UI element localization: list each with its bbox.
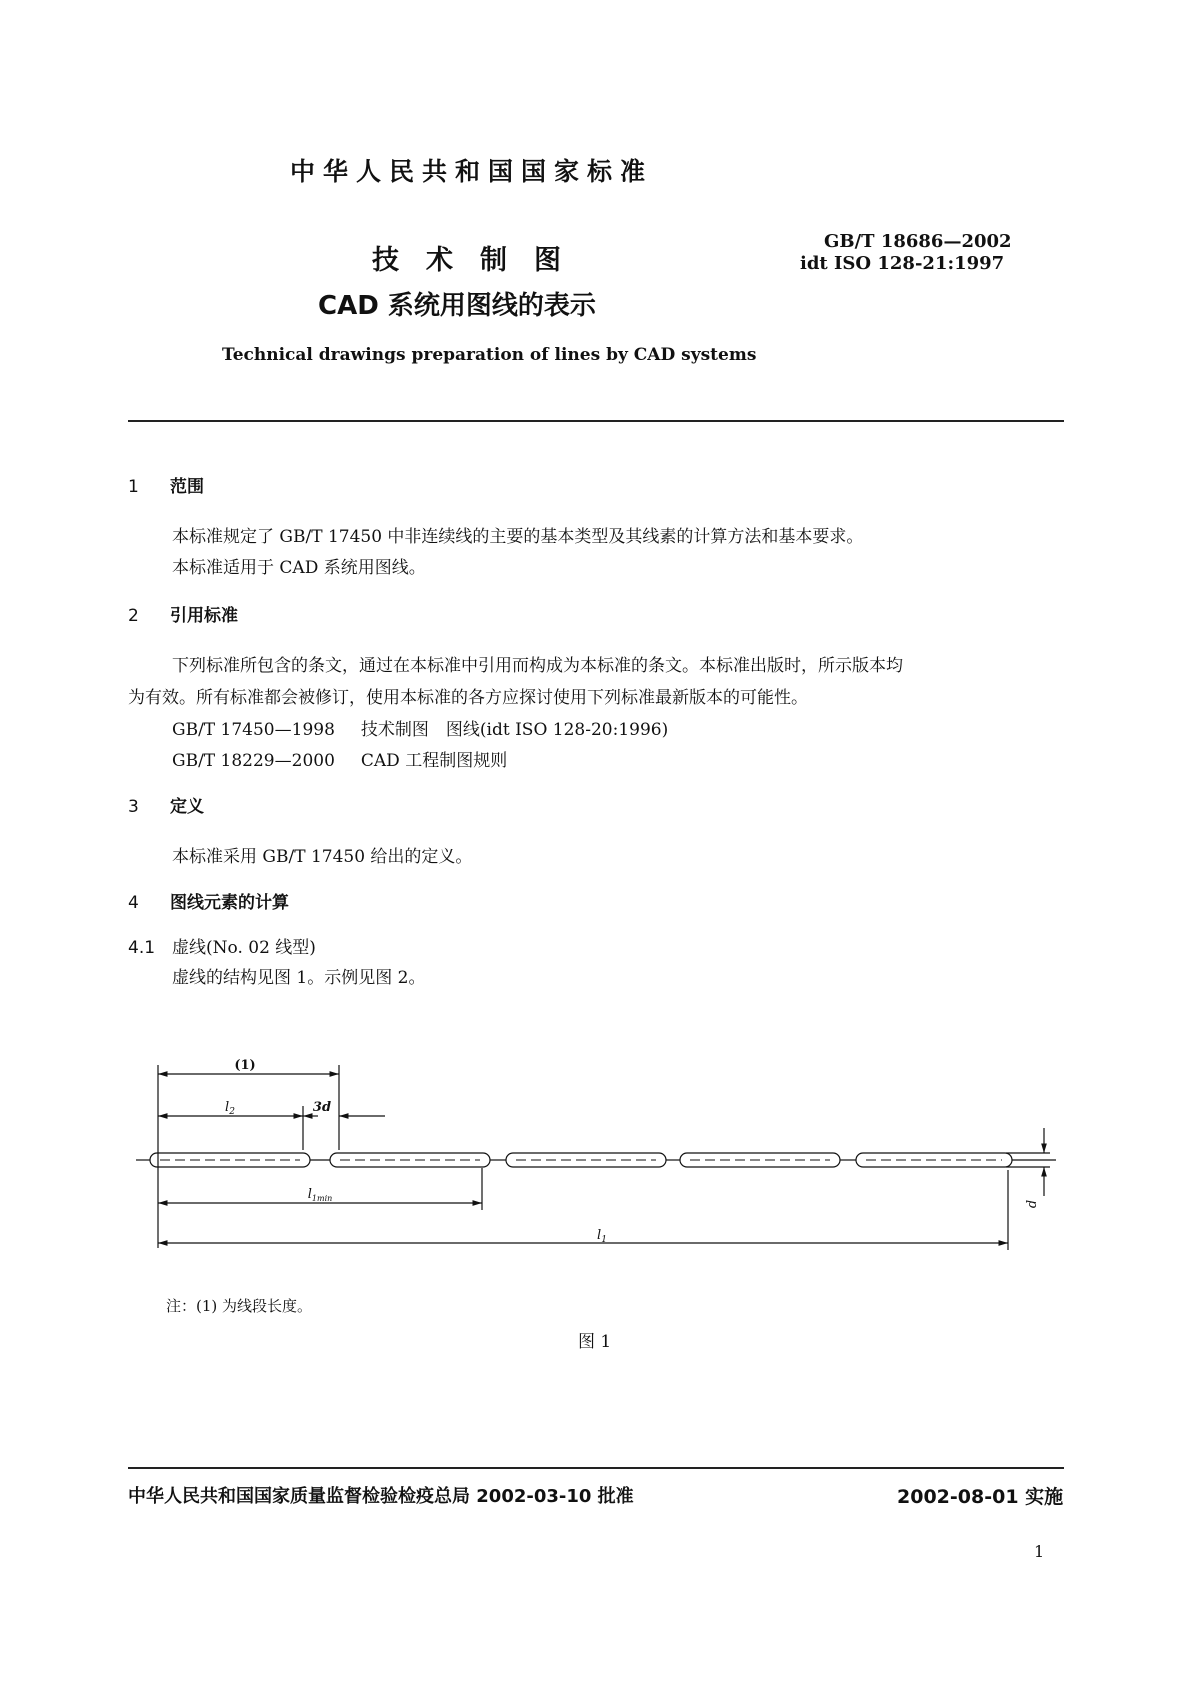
gap-3d-label: 3d — [312, 1100, 332, 1115]
reference-title: CAD 工程制图规则 — [360, 751, 508, 771]
reference-code: GB/T 17450—1998 — [172, 720, 335, 740]
reference-code: GB/T 18229—2000 — [172, 751, 335, 771]
section-title: 引用标准 — [170, 606, 238, 626]
section-number: 2 — [128, 606, 139, 626]
document-subtitle: CAD 系统用图线的表示 — [318, 291, 596, 321]
standard-idt: idt ISO 128-21:1997 — [800, 253, 1005, 274]
figure-caption: 图 1 — [578, 1332, 612, 1352]
section-title: 图线元素的计算 — [170, 893, 289, 913]
paragraph: 本标准适用于 CAD 系统用图线。 — [172, 558, 426, 578]
segment-length-label: (1) — [234, 1058, 256, 1073]
english-title: Technical drawings preparation of lines by CAD systems — [222, 345, 757, 365]
section-number: 3 — [128, 797, 139, 817]
l2-label — [225, 1100, 235, 1117]
l1-subscript: 1 — [601, 1235, 607, 1245]
paragraph: 本标准规定了 GB/T 17450 中非连续线的主要的基本类型及其线素的计算方法和基本要求。 — [172, 527, 864, 547]
document-title: 技术制图 — [372, 245, 588, 276]
implementation-date: 2002-08-01 实施 — [897, 1486, 1064, 1508]
section-title: 范围 — [170, 477, 204, 497]
page-number: 1 — [1034, 1542, 1045, 1561]
reference-title: 技术制图 图线(idt ISO 128-20:1996) — [360, 720, 669, 740]
header-title: 中华人民共和国国家标准 — [290, 157, 654, 186]
l1min-label — [308, 1187, 333, 1203]
standard-code: GB/T 18686—2002 — [824, 231, 1012, 252]
l1-label — [597, 1228, 607, 1245]
figure-note: 注：(1) 为线段长度。 — [166, 1297, 313, 1315]
paragraph: 下列标准所包含的条文，通过在本标准中引用而构成为本标准的条文。本标准出版时，所示版本均 — [172, 656, 903, 676]
d-label: d — [1025, 1199, 1040, 1209]
subsection-title: 虚线(No. 02 线型) — [172, 938, 316, 958]
footer-divider — [128, 1467, 1064, 1469]
section-number: 4 — [128, 893, 139, 913]
section-number: 1 — [128, 477, 139, 497]
l1-letter: l — [597, 1228, 602, 1243]
section-title: 定义 — [170, 797, 204, 817]
paragraph: 虚线的结构见图 1。示例见图 2。 — [172, 968, 426, 988]
subsection-number: 4.1 — [128, 938, 156, 958]
l2-subscript: 2 — [229, 1107, 235, 1117]
paragraph: 本标准采用 GB/T 17450 给出的定义。 — [172, 847, 473, 867]
paragraph: 为有效。所有标准都会被修订，使用本标准的各方应探讨使用下列标准最新版本的可能性。 — [128, 688, 808, 708]
l1min-letter: l — [307, 1187, 312, 1202]
approval-line: 中华人民共和国国家质量监督检验检疫总局 2002-03-10 批准 — [128, 1486, 634, 1507]
l2-letter: l — [225, 1100, 230, 1115]
l1min-subscript: 1min — [311, 1194, 333, 1203]
